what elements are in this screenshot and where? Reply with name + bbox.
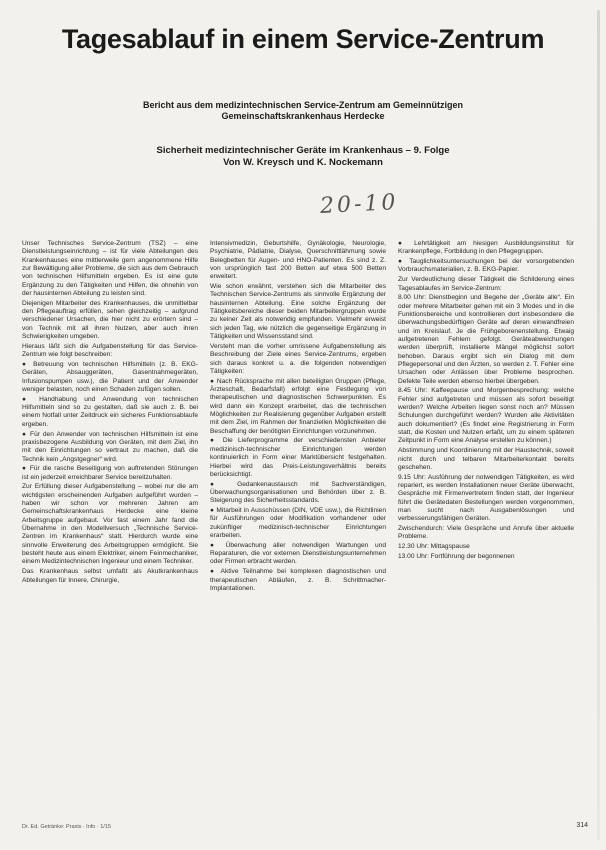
bullet-paragraph: ● Handhabung und Anwendung von technischen Hilfsmitteln sind so zu gestalten, daß sie auch z. B. bei einem Notfall unter Zeitdruck ein sicheres Funktionsablaufe ergeben.: [22, 395, 198, 428]
paragraph: Zur Verdeutlichung dieser Tätigkeit die Schilderung eines Tagesablaufes im Service-Zentrum:: [398, 276, 574, 292]
paragraph: Abstimmung und Koordinierung mit der Haustechnik, soweit nicht durch und telbaren Mitarbeiterkontakt bereits geschehen.: [398, 447, 574, 471]
schedule-entry: 8.00 Uhr: Dienstbeginn und Begehe der „Geräte alle“. Ein oder mehrere Mitarbeiter gehen mit ein 3 Modes und in die Funktionsbereiche und kontrollieren dort insbesondere die überwachungsbedürftigen Geräte auf deren einwandfreien und im Kreislauf. Je die Frühgeborenenstellung. Etwaig aufgetretenen Fehlern gefolgt. Geräteabweichungen werden überprüft, installierte Mängel möglichst sofort behoben. Daraus ergibt sich ein Dialog mit dem Pflegepersonal und den Ärzten, so werden z. T. Fehler eine Ursachen oder Anlässen über Probleme besprochen. Defekte Teile werden ebenso hierbei übergeben.: [398, 294, 574, 385]
bullet-paragraph: ● Für den Anwender von technischen Hilfsmitteln ist eine praxisbezogene Ausbildung von Geräten, mit dem Ziel, ihn mit den Einrichtungen so vertraut zu machen, daß die Technik kein „Angstgegner“ wird.: [22, 430, 198, 463]
paragraph: Zwischendurch: Viele Gespräche und Anrufe über aktuelle Probleme.: [398, 525, 574, 541]
text-column-3: [398, 240, 574, 820]
schedule-entry: 9.15 Uhr: Ausführung der notwendigen Tätigkeiten, es wird repariert, es werden Installationen neuer Geräte überwacht, Gespräche mit Firmenvertretern finden statt, der Ingenieur führt die Gerätedaten Bestellungen werden vorgenommen, man sucht nach Ausgabenlösungen und verbesserungsfähigen Geräten.: [398, 473, 574, 523]
bullet-paragraph: ● Überwachung aller notwendigen Wartungen und Reparaturen, die vor externen Dienstleistungsunternehmen oder Firmen erbracht werden.: [210, 541, 386, 566]
bullet-paragraph: ● Für die rasche Beseitigung von auftretenden Störungen ist ein jederzeit erreichbarer Service bereitzuhalten.: [22, 465, 198, 481]
subtitle-line-2: Gemeinschaftskrankenhaus Herdecke: [221, 111, 385, 121]
series-authors: Von W. Kreysch und K. Nockemann: [223, 157, 383, 168]
handwritten-note: 20-10: [319, 189, 400, 220]
series-line-1: Sicherheit medizintechnischer Geräte im Krankenhaus – 9. Folge: [156, 145, 450, 156]
bullet-paragraph: ● Gedankenaustausch mit Sachverständigen, Überwachungsorganisationen und Behörden über z. B. Steigerung des Sicherheitsstandards.: [210, 480, 386, 505]
bullet-paragraph: ● Mitarbeit in Ausschüssen (DIN, VDE usw.), die Richtlinien für Ausführungen oder Modifikation vorhandener oder zukünftiger medizinisch-technischer Einrichtungen erarbeiten.: [210, 507, 386, 540]
paragraph: Zur Erfüllung dieser Aufgabenstellung – wobei nur die am wichtigsten erscheinenden Aufgaben aufgeführt wurden – haben wir schon vor mehreren Jahren am Gemeinschaftskrankenhaus Herdecke eine kleine Arbeitsgruppe aufgebaut. Vor fast einem Jahr fand die Übernahme in den Modellversuch „Technische Service-Zentren im Krankenhaus“ statt. Hierdurch wurde eine sinnvolle Erweiterung des Arbeitsgruppen ermöglicht. Sie besteht heute aus einem Elektriker, einem Feinmechaniker, einem Medizintechnischen Ingenieur und einem Techniker.: [22, 483, 198, 566]
scan-edge-shadow: [597, 10, 600, 840]
paragraph: Wie schon erwähnt, verstehen sich die Mitarbeiter des Technischen Service-Zentrums als sinnvolle Ergänzung der hausinternen Abteilung. Eine solche Ergänzung der Tätigkeitsbereiche dieser beiden Mitarbeitergruppen wurde zu keiner Zeit als notwendig empfunden. Vielmehr erweist sich jeden Tag, wie nützlich die gegenseitige Ergänzung in Tätigkeiten und Wissensstand sind.: [210, 283, 386, 341]
bullet-paragraph: ● Lehrtätigkeit am hiesigen Ausbildungsinstitut für Krankenpflege, Fortbildung in den Pflegegruppen.: [398, 240, 574, 256]
bullet-paragraph: ● Tauglichkeitsuntersuchungen bei der vorsorgebenden Vorbrauchsmaterialien, z. B. EKG-Papier.: [398, 258, 574, 274]
article-title: Tagesablauf in einem Service-Zentrum: [61, 24, 545, 54]
bullet-paragraph: ● Nach Rücksprache mit allen beteiligten Gruppen (Pflege, Ärzteschaft, Bedarfsfall) erfolgt eine Festlegung von therapeutischen und diagnostischen Schwerpunkten. Es wird dann ein Konzept erarbeitet, das die technischen Möglichkeiten zur Realisierung gegenüber Aufgaben erstellt mit dem Ziel, im Rahmen der finanziellen Möglichkeiten die Beschaffung der benötigten Einrichtungen vorzunehmen.: [210, 377, 386, 435]
paragraph: Versteht man die vorher umrissene Aufgabenstellung als Beschreibung der Ziele eines Service-Zentrums, ergeben sich daraus konkret u. a. die folgenden notwendigen Tätigkeiten:: [210, 342, 386, 375]
page-number: 314: [576, 822, 588, 829]
text-column-1: [22, 240, 198, 820]
bullet-paragraph: ● Betreuung von technischen Hilfsmitteln (z. B. EKG-Geräten, Absauggeräten, Gasentnahmegeräten, Infusionspumpen usw.), die Patient und der Anwender weniger belasten, noch einen Schaden zufügen sollen.: [22, 360, 198, 394]
paragraph: Unser Technisches Service-Zentrum (TSZ) – eine Dienstleistungseinrichtung – ist für viele Abteilungen des Krankenhauses eine mittlerweile gern angenommene Hilfe zur Bewältigung aller Probleme, die sich aus dem Gebrauch von technischen Hilfsmitteln ergeben. Es ist eine gute Ergänzung zu den Tätigkeiten und Hilfen, die ohnehin von der hausinternen Abteilung zu leisten sind.: [22, 240, 198, 298]
text-column-2: [210, 240, 386, 820]
subtitle-line-1: Bericht aus dem medizintechnischen Service-Zentrum am Gemeinnützigen: [142, 100, 464, 110]
schedule-entry: 8.45 Uhr: Kaffeepause und Morgenbesprechung: welche Fehler sind aufgetreten und müssen als sofort beseitigt werden? Welche Arbeiten liegen sonst noch an? Müssen Schulungen durchgeführt werden? Wurden alle Aktivitäten auch dokumentiert? (Es findet eine Registrierung in Form statt, die Kosten und Nutzen erfaßt, um zu einem späteren Zeitpunkt in Form eine Analyse erstellen zu können.): [398, 387, 574, 445]
paragraph: Hieraus läßt sich die Aufgabenstellung für das Service-Zentrum wie folgt beschreiben:: [22, 342, 198, 359]
schedule-entry: 13.00 Uhr: Fortführung der begonnenen: [398, 552, 515, 560]
schedule-entry: 12.30 Uhr: Mittagspause: [398, 543, 470, 551]
paragraph: Das Krankenhaus selbst umfaßt als Akutkrankenhaus Abteilungen für Innere, Chirurgie,: [22, 568, 198, 584]
bullet-paragraph: ● Aktive Teilnahme bei komplexen diagnostischen und therapeutischen Abläufen, z. B. Schrittmacher-Implantationen.: [210, 568, 386, 592]
series-info: [40, 145, 566, 169]
paragraph: Intensivmedizin, Geburtshilfe, Gynäkologie, Neurologie, Psychiatrie, Pädiatrie, Dialyse, Querschnittlähmung sowie Belegbetten für Augen- und HNO-Patienten. Es sind z. Z. von ursprünglich fast 200 Betten auf etwa 500 Betten erweitert.: [210, 240, 386, 281]
paragraph: Diejenigen Mitarbeiter des Krankenhauses, die unmittelbar den Pflegeauftrag erfüllen, sehen gleichzeitig – aufgrund verschiedener Ursachen, die hier nicht zu erörtern sind – von Technik mit all ihren Nutzen, aber auch ihren Schwierigkeiten umgeben.: [22, 299, 198, 341]
article-subtitle: [40, 100, 566, 122]
footer-source: Dr. Ed. Getränke: Praxis · Info · 1/15: [22, 824, 111, 830]
bullet-paragraph: ● Die Lieferprogramme der verschiedensten Anbieter medizinisch-technischer Einrichtungen werden kontinuierlich in Form einer Marktübersicht festgehalten. Hierbei wird das Preis-Leistungsverhältnis bereits berücksichtigt.: [210, 437, 386, 478]
